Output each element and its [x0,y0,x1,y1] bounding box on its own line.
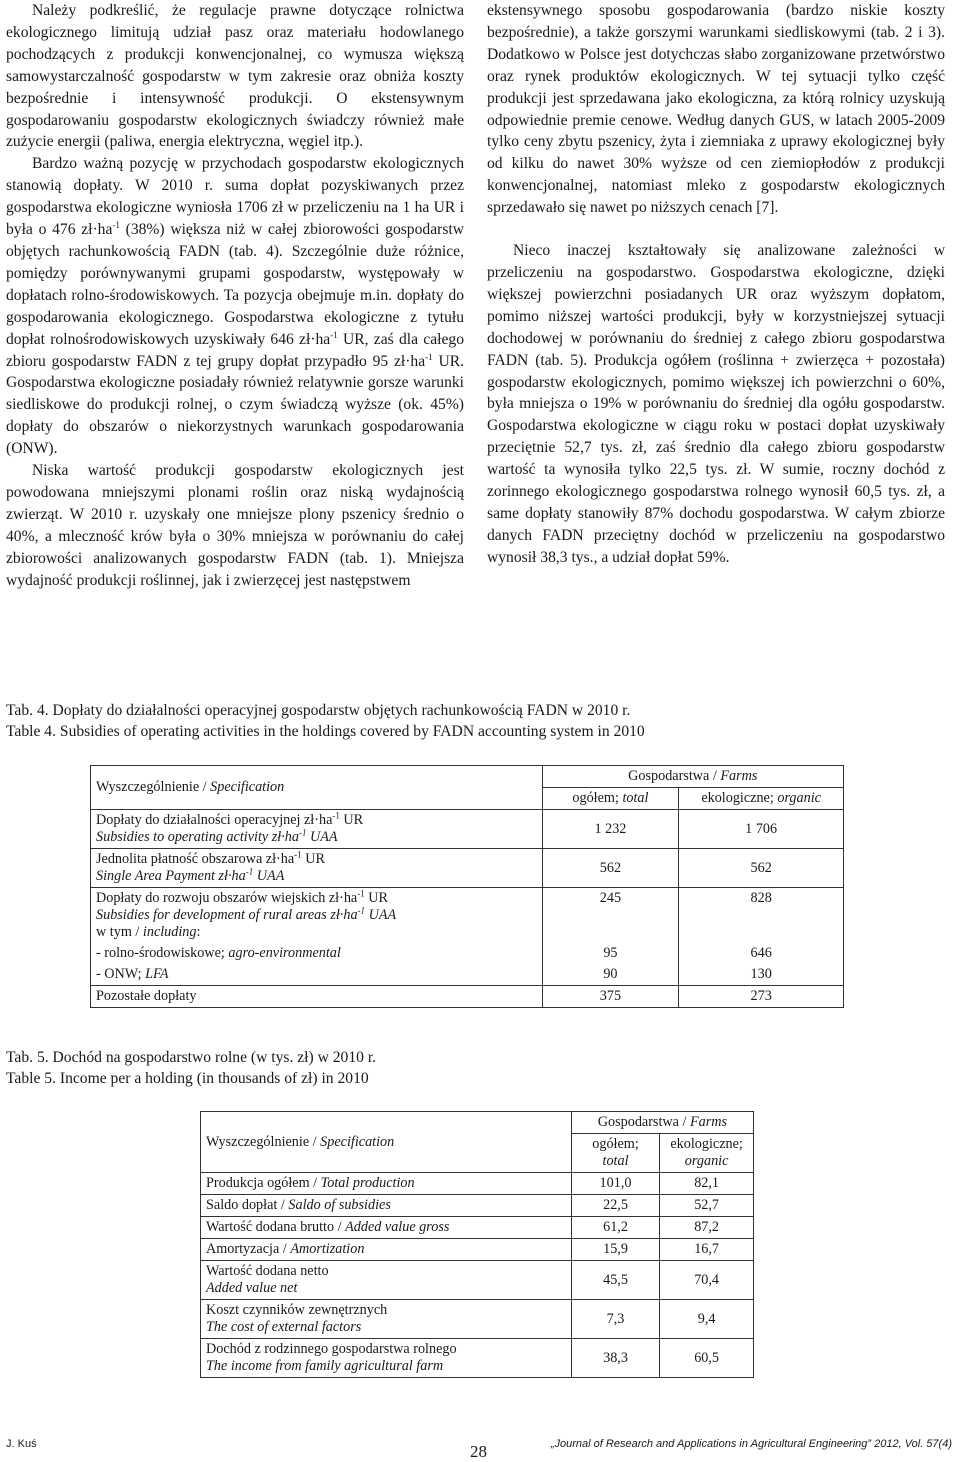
cell-total: 375 [542,986,679,1008]
table-row [201,1261,754,1300]
paragraph: Należy podkreślić, że regulacje prawne dotyczące rolnictwa ekologicznego limitują udział pasz oraz materiału hodowlanego pochodzących z produkcji konwencjonalnej, co wymusza większą samowystarczalność gospodarstw w tym zakresie oraz obniża koszty bezpośrednie i intensywność produkcji. O ekstensywnym gospodarowaniu gospodarstw ekologicznych świadczy również małe zużycie energii (paliwa, energia elektryczna, węgiel itp.). [6,2,464,151]
table-row [91,810,844,849]
paragraph: Niska wartość produkcji gospodarstw ekologicznych jest powodowana mniejszymi plonami roślin oraz niską wydajnością zwierząt. W 2010 r. uzyskały one mniejsze plony pszenicy średnio o 40%, a mleczność krów była o 30% mniejsza w porównaniu do całej zbiorowości analizowanych gospodarstw FADN (tab. 1). Mniejsza wydajność produkcji roślinnej, jak i zwierzęcej jest następstwem [6,462,464,589]
cell-organic: 273 [679,986,844,1008]
cell-total: 1 232 [542,810,679,849]
row-label: Produkcja ogółem / Total production [201,1173,572,1195]
cell-total: 101,0 [571,1173,659,1195]
cell-organic: 828 [679,888,844,944]
cell-organic: 82,1 [660,1173,754,1195]
cell-total: 15,9 [571,1239,659,1261]
table-row [201,1300,754,1339]
header-cell-total: ogółem; total [542,788,679,810]
superscript: -1 [425,351,433,362]
cell-organic: 9,4 [660,1300,754,1339]
table-row [91,986,844,1008]
page-number: 28 [470,1442,487,1461]
cell-organic: 87,2 [660,1217,754,1239]
table-row [201,1195,754,1217]
cell-total: 38,3 [571,1339,659,1378]
cell-total: 45,5 [571,1261,659,1300]
row-label: - rolno-środowiskowe; agro-environmental [91,943,543,964]
cell-total: 61,2 [571,1217,659,1239]
row-label: Jednolita płatność obszarowa $zł\cdot ha^{-1}$ UR Single Area Payment $zł\cdot ha^{-1}$ UAA [91,849,543,888]
cell-organic: 130 [679,964,844,986]
header-cell-farms: Gospodarstwa / Farms [571,1112,753,1134]
header-cell-organic: ekologiczne; organic [660,1134,754,1173]
table5-caption-en: Table 5. Income per a holding (in thousands of zł) in 2010 [6,1070,369,1087]
row-label: Koszt czynników zewnętrznych The cost of external factors [201,1300,572,1339]
table4-caption-en: Table 4. Subsidies of operating activities in the holdings covered by FADN accounting system in 2010 [6,723,645,740]
table-row [201,1217,754,1239]
cell-organic: 60,5 [660,1339,754,1378]
superscript: -1 [330,329,338,340]
left-column [6,0,464,591]
row-label: Wartość dodana netto Added value net [201,1261,572,1300]
table-row [91,964,844,986]
cell-organic: 16,7 [660,1239,754,1261]
cell-total: 95 [542,943,679,964]
paragraph [6,153,464,460]
header-cell-specification: Wyszczególnienie / Specification [201,1112,572,1173]
cell-organic: 52,7 [660,1195,754,1217]
table-row [91,943,844,964]
text-run: UR, zaś dla całego zbioru gospodarstw FADN z tej grupy dopłat przypadło 95 zł·ha [6,330,464,370]
cell-total: 562 [542,849,679,888]
row-label: - ONW; LFA [91,964,543,986]
table-header-row [201,1112,754,1134]
row-label: Dochód z rodzinnego gospodarstwa rolnego The income from family agricultural farm [201,1339,572,1378]
header-cell-specification: Wyszczególnienie / Specification [91,766,543,810]
paragraph: ekstensywnego sposobu gospodarowania (bardzo niskie koszty bezpośrednie), a także gorszymi warunkami siedliskowymi (tab. 2 i 3). Dodatkowo w Polsce jest dotychczas słabo zorganizowane przetwórstwo oraz rynek produktów ekologicznych. W tej sytuacji tylko część produkcji jest sprzedawana jako ekologiczna, za którą rolnicy uzyskują odpowiednie premie cenowe. Według danych GUS, w latach 2005-2009 tylko ceny zbytu pszenicy, żyta i ziemniaka z uprawy ekologicznej były od kilku do nawet 30% wyższe od cen ziemiopłodów z produkcji konwencjonalnej, natomiast mleko z gospodarstw ekologicznych sprzedawało się nawet po niższych cenach [7]. [487,2,945,217]
row-label: Dopłaty do działalności operacyjnej $zł\cdot ha^{-1}$ UR Subsidies to operating activity $zł\cdot ha^{-1}$ UAA [91,810,543,849]
header-cell-farms: Gospodarstwa / Farms [542,766,843,788]
table-5 [200,1111,754,1378]
table-row [201,1173,754,1195]
text-run: (38%) większa niż w całej zbiorowości gospodarstw objętych rachunkowością FADN (tab. 4). Szczególnie duże różnice, pomiędzy porównywanymi grupami gospodarstw, występowały w dopłatach rolno-środowiskowych. Ta pozycja obejmuje m.in. dopłaty do gospodarowania ekologicznego. Gospodarstwa ekologiczne z tytułu dopłat rolnośrodowiskowych uzyskiwały 646 zł·ha [6,221,464,348]
footer-author: J. Kuś [6,1438,37,1450]
table5-caption-pl: Tab. 5. Dochód na gospodarstwo rolne (w tys. zł) w 2010 r. [6,1049,377,1066]
cell-total: 245 [542,888,679,944]
table-row [91,849,844,888]
table-row [201,1239,754,1261]
row-label: Saldo dopłat / Saldo of subsidies [201,1195,572,1217]
cell-total: 22,5 [571,1195,659,1217]
header-cell-organic: ekologiczne; organic [679,788,844,810]
cell-organic: 1 706 [679,810,844,849]
table-header-row [91,766,844,788]
cell-total: 90 [542,964,679,986]
table4-caption-pl: Tab. 4. Dopłaty do działalności operacyjnej gospodarstw objętych rachunkowością FADN w 2010 r. [6,702,631,719]
row-label: Wartość dodana brutto / Added value gross [201,1217,572,1239]
header-cell-total: ogółem; total [571,1134,659,1173]
paragraph: Nieco inaczej kształtowały się analizowane zależności w przeliczeniu na gospodarstwo. Gospodarstwa ekologiczne, dzięki większej powierzchni posiadanych UR oraz wyższym dopłatom, pomimo niższej wartości produkcji, były w korzystniejszej sytuacji dochodowej w porównaniu do średniej z całego zbioru gospodarstwa FADN (tab. 5). Produkcja ogółem (roślinna + zwierzęca + pozostała) gospodarstw ekologicznych, pomimo większej ich powierzchni o 60%, była mniejsza o 19% w porównaniu do średniej dla ogółu gospodarstw. Gospodarstwa ekologiczne w ciągu roku w postaci dopłat uzyskiwały przeciętnie 52,7 tys. zł, zaś średnio dla całego zbioru gospodarstw wartość ta wynosiła tylko 22,5 tys. zł. W sumie, roczny dochód z zorinnego ekologicznego gospodarstwa rolnego wynosił 60,5 tys. zł, a same dopłaty stanowiły 87% dochodu gospodarstwa. W całym zbiorze danych FADN przeciętny dochód w przeliczeniu na gospodarstwo wynosił 38,3 tys., a udział dopłat 59%. [487,242,945,566]
right-column [487,0,945,569]
table-4 [90,765,844,1008]
footer-journal: „Journal of Research and Applications in Agricultural Engineering” 2012, Vol. 57(4) [550,1438,952,1450]
cell-total: 7,3 [571,1300,659,1339]
row-label: Dopłaty do rozwoju obszarów wiejskich $zł\cdot ha^{-1}$ UR Subsidies for development of rural areas $zł\cdot ha^{-1}$ UAA w tym / including: [91,888,543,944]
cell-organic: 646 [679,943,844,964]
cell-organic: 70,4 [660,1261,754,1300]
table-row [201,1339,754,1378]
text-run: UR. Gospodarstwa ekologiczne posiadały również relatywnie gorsze warunki siedliskowe do produkcji rolnej, o czym świadczą wyższe (ok. 45%) dopłaty do obszarów o niekorzystnych warunkach gospodarowania (ONW). [6,352,464,458]
table-row [91,888,844,944]
row-label: Amortyzacja / Amortization [201,1239,572,1261]
row-label: Pozostałe dopłaty [91,986,543,1008]
text-run: Bardzo ważną pozycję w przychodach gospodarstw ekologicznych stanowią dopłaty. W 2010 r. suma dopłat pozyskiwanych przez gospodarstwa ekologiczne wyniosła 1706 zł w przeliczeniu na 1 ha UR i była o 476 zł·ha [6,155,464,239]
cell-organic: 562 [679,849,844,888]
superscript: -1 [112,219,120,230]
